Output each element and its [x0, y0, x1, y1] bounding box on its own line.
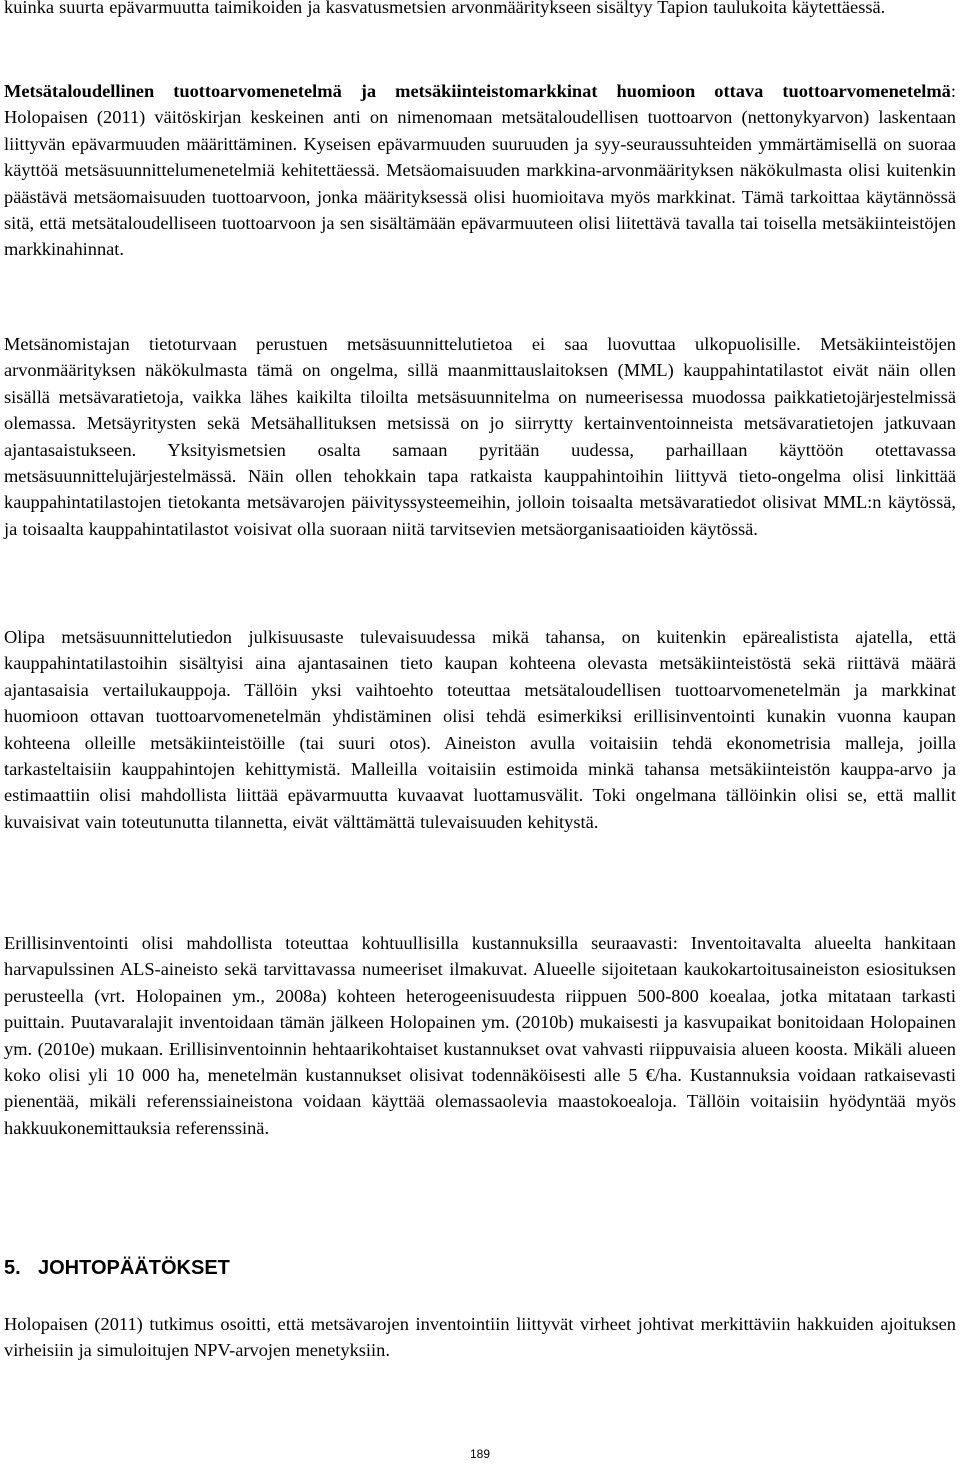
paragraph-body: : Holopaisen (2011) väitöskirjan keskeinen anti on nimenomaan metsätaloudellisen tuottoarvon (nettonykyarvon) laskentaan liittyvän epävarmuuden määrittäminen. Kyseisen epävarmuuden suuruuden ja syy-seuraussuhteiden ymmärtämisellä on suoraa käyttöä metsäsuunnittelumenetelmiä kehitettäessä. Metsäomaisuuden markkina-arvonmäärityksen näkökulmasta olisi kuitenkin päästävä metsäomaisuuden tuottoarvoon, jonka määrityksessä olisi huomioitava myös markkinat. Tämä tarkoittaa käytännössä sitä, että metsätaloudelliseen tuottoarvoon ja sen sisältämään epävarmuuteen olisi liitettävä tavalla tai toisella metsäkiinteistöjen markkinahinnat. — [4, 81, 956, 260]
paragraph-conclusions: Holopaisen (2011) tutkimus osoitti, että metsävarojen inventointiin liittyvät virheet johtivat merkittäviin hakkuiden ajoituksen virheisiin ja simuloitujen NPV-arvojen menetyksiin. — [4, 1314, 956, 1361]
page-number: 189 — [469, 1447, 491, 1461]
paragraph-inventory-costs: Erillisinventointi olisi mahdollista toteuttaa kohtuullisilla kustannuksilla seuraavasti: Inventoitavalta alueelta hankitaan harvapulssinen ALS-aineisto sekä tarvittavassa numeeriset ilmakuvat. Alueelle sijoitetaan kaukokartoitusaineiston esiosituksen perusteella (vrt. Holopainen ym., 2008a) kohteen heterogeenisuudesta riippuen 500-800 koealaa, jotka mitataan tarkasti puittain. Puutavaralajit inventoidaan tämän jälkeen Holopainen ym. (2010b) mukaisesti ja kasvupaikat bonitoidaan Holopainen ym. (2010e) mukaan. Erillisinventoinnin hehtaarikohtaiset kustannukset ovat vahvasti riippuvaisia alueen koosta. Mikäli alueen koko olisi yli 10 000 ha, menetelmän kustannukset olisivat todennäköisesti alle 5 €/ha. Kustannuksia voidaan ratkaisevasti pienentää, mikäli referenssiaineistona voidaan käyttää olemassaolevia maastokoealoja. Tällöin voitaisiin hyödyntää myös hakkuukonemittauksia referenssinä. — [4, 933, 956, 1138]
section-title: JOHTOPÄÄTÖKSET — [38, 1257, 230, 1279]
section-number: 5. — [4, 1257, 21, 1279]
bold-term: Metsätaloudellinen tuottoarvomenetelmä ja metsäkiinteistomarkkinat huomioon ottava tuottoarvomenetelmä — [4, 81, 951, 101]
paragraph-data-privacy: Metsänomistajan tietoturvaan perustuen metsäsuunnittelutietoa ei saa luovuttaa ulkopuolisille. Metsäkiinteistöjen arvonmäärityksen näkökulmasta tämä on ongelma, sillä maanmittauslaitoksen (MML) kauppahintatilastot eivät näin ollen sisällä metsävaratietoja, vaikka lähes kaikilta tiloilta metsäsuunnitelma on numeerisessa muodossa paikkatietojärjestelmissä olemassa. Metsäyritysten sekä Metsähallituksen metsissä on jo siirrytty kertainventoinneista metsävaratietojen jatkuvaan ajantasaistukseen. Yksityismetsien osalta samaan pyritään uudessa, parhaillaan käyttöön otettavassa metsäsuunnittelujärjestelmässä. Näin ollen tehokkain tapa ratkaista kauppahintoihin liittyvä tieto-ongelma olisi linkittää kauppahintatilastojen tietokanta metsävarojen päivityssysteemeihin, jolloin toisaalta metsävaratiedot olisivat MML:n käytössä, ja toisaalta kauppahintatilastot voisivat olla suoraan niitä tarvitsevien metsäorganisaatioiden käytössä. — [4, 334, 956, 539]
paragraph-separate-inventory: Olipa metsäsuunnittelutiedon julkisuusaste tulevaisuudessa mikä tahansa, on kuitenkin epärealistista ajatella, että kauppahintatilastoihin sisältyisi aina ajantasainen tieto kaupan kohteena olevasta metsäkiinteistöstä sekä riittävä määrä ajantasaisia vertailukauppoja. Tällöin yksi vaihtoehto toteuttaa metsätaloudellisen tuottoarvomenetelmän ja markkinat huomioon ottavan tuottoarvomenetelmän yhdistäminen olisi tehdä esimerkiksi erillisinventointi kunakin vuonna kaupan kohteena olleille metsäkiinteistöille (tai suuri otos). Aineiston avulla voitaisiin tehdä ekonometrisia malleja, joilla tarkasteltaisiin kauppahintojen kehittymistä. Malleilla voitaisiin estimoida minkä tahansa metsäkiinteistön kauppa-arvo ja estimaattiin olisi mahdollista liittää epävarmuutta kuvaavat luottamusvälit. Toki ongelmana tällöinkin olisi se, että mallit kuvaisivat vain toteutunutta tilannetta, eivät välttämättä tulevaisuuden kehitystä. — [4, 627, 956, 832]
paragraph-yield-value-method — [4, 78, 956, 263]
section-heading — [4, 1255, 230, 1281]
paragraph-intro-continuation: kuinka suurta epävarmuutta taimikoiden ja kasvatusmetsien arvonmääritykseen sisältyy Tapion taulukoita käytettäessä. — [4, 0, 886, 17]
